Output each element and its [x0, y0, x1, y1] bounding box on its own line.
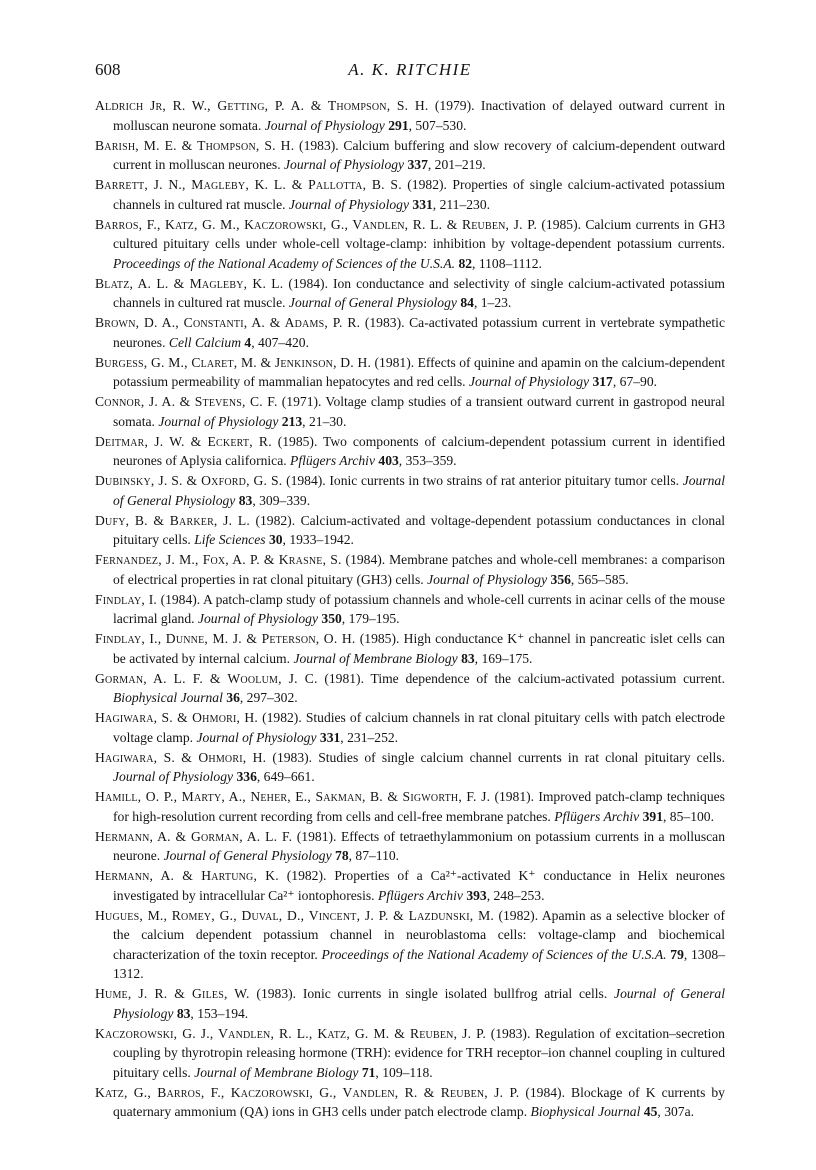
reference-authors: Findlay, I. — [95, 591, 158, 607]
reference-title: Calcium currents in GH3 cultured pituitary cells under whole-cell voltage-clamp: inhibition by voltage-dependent potassium currents. — [113, 216, 726, 251]
reference-pages: , 21–30. — [302, 413, 347, 429]
reference-volume: 84 — [460, 295, 474, 310]
reference-year: (1984). — [288, 275, 328, 291]
reference-journal: Journal of General Physiology — [113, 473, 725, 508]
reference-volume: 291 — [388, 117, 409, 133]
reference-pages: , 87–110. — [348, 848, 400, 863]
reference-year: (1981). — [324, 670, 364, 686]
reference-year: (1984). — [160, 591, 201, 607]
reference-journal: Journal of Physiology — [113, 769, 234, 784]
reference-year: (1982). — [262, 710, 302, 725]
reference-title: Blockage of K currents by quaternary ammonium (QA) ions in GH3 cells under patch electrode clamp. — [113, 1084, 725, 1119]
reference-title: Calcium buffering and slow recovery of calcium-dependent outward current in molluscan neurones. — [113, 137, 726, 172]
reference-year: (1983). — [299, 137, 339, 153]
reference-title: Two components of calcium-dependent potassium current in identified neurones of Aplysia californica. — [113, 433, 725, 468]
reference-title: Voltage clamp studies of a transient outward current in gastropod neural somata. — [113, 394, 726, 429]
reference-volume: 336 — [236, 769, 257, 784]
reference-pages: , 307a. — [657, 1104, 695, 1119]
reference-entry — [95, 708, 725, 747]
reference-entry — [95, 748, 725, 787]
reference-entry — [95, 866, 725, 905]
reference-title: Effects of quinine and apamin on the calcium-dependent potassium permeability of mammalian hepatocytes and red cells. — [113, 354, 725, 389]
reference-volume: 71 — [361, 1064, 376, 1080]
reference-year: (1984). — [525, 1084, 565, 1100]
reference-pages: , 231–252. — [340, 729, 399, 745]
reference-authors: Blatz, A. L. & Magleby, K. L. — [95, 275, 284, 291]
reference-entry — [95, 550, 725, 589]
reference-authors: Connor, J. A. & Stevens, C. F. — [95, 394, 278, 409]
reference-title: A patch-clamp study of potassium channels and whole-cell currents in acinar cells of the mouse lacrimal gland. — [113, 591, 725, 626]
reference-volume: 356 — [550, 571, 571, 587]
reference-pages: , 649–661. — [256, 769, 315, 784]
page-number: 608 — [95, 60, 121, 79]
reference-volume: 337 — [407, 157, 428, 172]
reference-year: (1982). — [407, 177, 447, 192]
reference-entry — [95, 1083, 725, 1122]
reference-pages: , 507–530. — [408, 117, 467, 133]
reference-entry — [95, 96, 725, 135]
reference-authors: Fernandez, J. M., Fox, A. P. & Krasne, S. — [95, 552, 342, 567]
reference-authors: Burgess, G. M., Claret, M. & Jenkinson, D. H. — [95, 354, 372, 370]
page-header — [95, 60, 725, 86]
reference-authors: Aldrich Jr, R. W., Getting, P. A. & Thompson, S. H. — [95, 98, 429, 113]
reference-volume: 78 — [335, 848, 349, 863]
reference-authors: Findlay, I., Dunne, M. J. & Peterson, O. H. — [95, 631, 356, 646]
reference-title: Improved patch-clamp techniques for high-resolution current recording from cells and cell-free membrane patches. — [113, 789, 725, 824]
reference-authors: Hamill, O. P., Marty, A., Neher, E., Sakman, B. & Sigworth, F. J. — [95, 789, 491, 804]
reference-journal: Proceedings of the National Academy of Sciences of the U.S.A. — [321, 946, 667, 962]
reference-pages: , 1308–1312. — [113, 946, 725, 981]
reference-title: Ion conductance and selectivity of single calcium-activated potassium channels in cultured rat muscle. — [113, 275, 725, 310]
reference-year: (1981). — [374, 354, 415, 370]
reference-year: (1984). — [345, 552, 386, 567]
reference-authors: Hagiwara, S. & Ohmori, H. — [95, 749, 267, 765]
reference-title: Properties of a Ca²⁺-activated K⁺ conductance in Helix neurones investigated by intracellular Ca²⁺ iontophoresis. — [113, 868, 725, 903]
reference-list — [95, 96, 725, 1122]
reference-entry — [95, 906, 725, 984]
reference-journal: Journal of General Physiology — [113, 986, 725, 1021]
reference-entry — [95, 787, 725, 826]
reference-pages: , 109–118. — [375, 1064, 433, 1080]
reference-year: (1985). — [541, 216, 582, 232]
reference-pages: , 201–219. — [427, 157, 486, 172]
reference-journal: Journal of Physiology — [197, 611, 318, 626]
reference-pages: , 153–194. — [190, 1005, 249, 1021]
reference-volume: 82 — [458, 255, 473, 271]
reference-journal: Journal of Physiology — [158, 413, 279, 429]
reference-journal: Pflügers Archiv — [377, 887, 463, 903]
reference-title: Time dependence of the calcium-activated potassium current. — [370, 670, 725, 686]
reference-entry — [95, 511, 725, 550]
reference-year: (1984). — [286, 473, 326, 488]
reference-title: Apamin as a selective blocker of the calcium dependent potassium channel in neuroblastoma cells: voltage-clamp and biochemical characterization of the toxin receptor. — [113, 907, 726, 962]
reference-volume: 83 — [176, 1005, 191, 1021]
reference-authors: Hermann, A. & Hartung, K. — [95, 868, 279, 883]
reference-authors: Hermann, A. & Gorman, A. L. F. — [95, 828, 293, 844]
reference-journal: Journal of Physiology — [288, 196, 409, 212]
reference-journal: Journal of General Physiology — [163, 848, 332, 863]
reference-pages: , 407–420. — [251, 334, 309, 350]
reference-entry — [95, 313, 725, 352]
reference-year: (1971). — [281, 394, 322, 409]
reference-year: (1983). — [364, 315, 405, 330]
reference-volume: 79 — [670, 946, 684, 962]
reference-entry — [95, 669, 725, 708]
reference-entry — [95, 590, 725, 629]
reference-volume: 391 — [642, 808, 663, 824]
reference-year: (1983). — [272, 749, 313, 765]
reference-pages: , 1108–1112. — [472, 255, 542, 271]
reference-authors: Brown, D. A., Constanti, A. & Adams, P. R. — [95, 315, 361, 330]
reference-title: Calcium-activated and voltage-dependent potassium conductances in clonal pituitary cells. — [113, 512, 726, 547]
reference-year: (1983). — [490, 1025, 531, 1041]
reference-entry — [95, 136, 725, 175]
reference-volume: 213 — [281, 413, 303, 429]
reference-pages: , 309–339. — [252, 492, 311, 508]
reference-entry — [95, 353, 725, 392]
reference-journal: Pflügers Archiv — [554, 808, 640, 824]
reference-year: (1982). — [255, 512, 296, 528]
reference-authors: Deitmar, J. W. & Eckert, R. — [95, 433, 272, 449]
reference-title: Studies of single calcium channel currents in rat clonal pituitary cells. — [318, 749, 725, 765]
reference-authors: Hugues, M., Romey, G., Duval, D., Vincent, J. P. & Lazdunski, M. — [95, 907, 494, 923]
reference-title: Ionic currents in single isolated bullfrog atrial cells. — [302, 986, 608, 1001]
reference-pages: , 297–302. — [239, 690, 298, 705]
reference-title: High conductance K⁺ channel in pancreatic islet cells can be activated by internal calcium. — [113, 631, 725, 666]
reference-authors: Barrett, J. N., Magleby, K. L. & Pallotta, B. S. — [95, 177, 402, 192]
reference-authors: Dufy, B. & Barker, J. L. — [95, 512, 251, 528]
reference-authors: Barros, F., Katz, G. M., Kaczorowski, G., Vandlen, R. L. & Reuben, J. P. — [95, 216, 538, 232]
reference-volume: 30 — [268, 532, 283, 547]
reference-pages: , 211–230. — [432, 196, 491, 212]
reference-journal: Journal of Physiology — [427, 571, 548, 587]
reference-journal: Biophysical Journal — [113, 690, 223, 705]
reference-year: (1982). — [498, 907, 539, 923]
reference-entry — [95, 215, 725, 274]
reference-pages: , 1–23. — [473, 295, 512, 310]
reference-year: (1983). — [256, 986, 297, 1001]
reference-title: Properties of single calcium-activated potassium channels in cultured rat muscle. — [113, 177, 725, 212]
reference-journal: Proceedings of the National Academy of Sciences of the U.S.A. — [113, 255, 456, 271]
reference-title: Ca-activated potassium current in vertebrate sympathetic neurones. — [113, 315, 725, 350]
reference-pages: , 169–175. — [474, 650, 533, 666]
reference-authors: Hagiwara, S. & Ohmori, H. — [95, 710, 259, 725]
reference-authors: Gorman, A. L. F. & Woolum, J. C. — [95, 670, 318, 686]
reference-title: Effects of tetraethylammonium on potassium currents in a molluscan neurone. — [113, 828, 725, 863]
reference-entry — [95, 392, 725, 431]
reference-entry — [95, 432, 725, 471]
reference-year: (1979). — [434, 98, 475, 113]
reference-volume: 393 — [466, 887, 487, 903]
reference-volume: 331 — [319, 729, 341, 745]
reference-year: (1981). — [296, 828, 337, 844]
reference-year: (1985). — [277, 433, 318, 449]
reference-entry — [95, 274, 725, 313]
reference-journal: Pflügers Archiv — [290, 453, 375, 468]
reference-entry — [95, 827, 725, 866]
reference-journal: Journal of General Physiology — [288, 295, 457, 310]
reference-volume: 317 — [592, 374, 613, 389]
reference-journal: Biophysical Journal — [530, 1104, 641, 1119]
reference-journal: Journal of Membrane Biology — [293, 650, 458, 666]
reference-pages: , 248–253. — [486, 887, 545, 903]
reference-journal: Journal of Membrane Biology — [194, 1064, 359, 1080]
reference-pages: , 1933–1942. — [282, 532, 354, 547]
reference-pages: , 565–585. — [570, 571, 629, 587]
reference-journal: Cell Calcium — [168, 334, 242, 350]
reference-journal: Journal of Physiology — [468, 374, 590, 389]
reference-volume: 350 — [321, 611, 342, 626]
running-head: A. K. RITCHIE — [348, 60, 472, 79]
reference-title: Studies of calcium channels in rat clonal pituitary cells with patch electrode voltage clamp. — [113, 710, 726, 745]
reference-pages: , 179–195. — [341, 611, 400, 626]
reference-authors: Dubinsky, J. S. & Oxford, G. S. — [95, 473, 283, 488]
reference-entry — [95, 471, 725, 510]
reference-title: Ionic currents in two strains of rat anterior pituitary tumor cells. — [329, 473, 680, 488]
reference-authors: Barish, M. E. & Thompson, S. H. — [95, 137, 295, 153]
reference-volume: 45 — [643, 1104, 658, 1119]
reference-entry — [95, 175, 725, 214]
reference-journal: Life Sciences — [194, 532, 266, 547]
reference-volume: 36 — [226, 690, 240, 705]
reference-volume: 331 — [412, 196, 433, 212]
reference-pages: , 67–90. — [612, 374, 658, 389]
reference-journal: Journal of Physiology — [264, 117, 385, 133]
reference-year: (1981). — [494, 789, 535, 804]
reference-volume: 83 — [461, 650, 475, 666]
reference-entry — [95, 629, 725, 668]
reference-volume: 83 — [238, 492, 253, 508]
reference-volume: 403 — [378, 453, 399, 468]
reference-pages: , 353–359. — [398, 453, 457, 468]
reference-title: Regulation of excitation–secretion coupling by thyrotropin releasing hormone (TRH): evidence for TRH receptor–ion channel coupling in cultured pituitary cells. — [113, 1025, 725, 1080]
reference-pages: , 85–100. — [663, 808, 714, 824]
reference-journal: Journal of Physiology — [284, 157, 405, 172]
reference-authors: Kaczorowski, G. J., Vandlen, R. L., Katz, G. M. & Reuben, J. P. — [95, 1025, 486, 1041]
reference-year: (1985). — [359, 631, 400, 646]
reference-entry — [95, 1024, 725, 1083]
reference-title: Membrane patches and whole-cell membranes: a comparison of electrical properties in rat clonal pituitary (GH3) cells. — [113, 552, 726, 587]
reference-entry — [95, 984, 725, 1023]
reference-title: Inactivation of delayed outward current in molluscan neurone somata. — [113, 98, 726, 133]
reference-journal: Journal of Physiology — [196, 729, 317, 745]
reference-year: (1982). — [286, 868, 327, 883]
reference-authors: Hume, J. R. & Giles, W. — [95, 986, 250, 1001]
reference-authors: Katz, G., Barros, F., Kaczorowski, G., Vandlen, R. & Reuben, J. P. — [95, 1084, 520, 1100]
reference-volume: 4 — [244, 334, 252, 350]
